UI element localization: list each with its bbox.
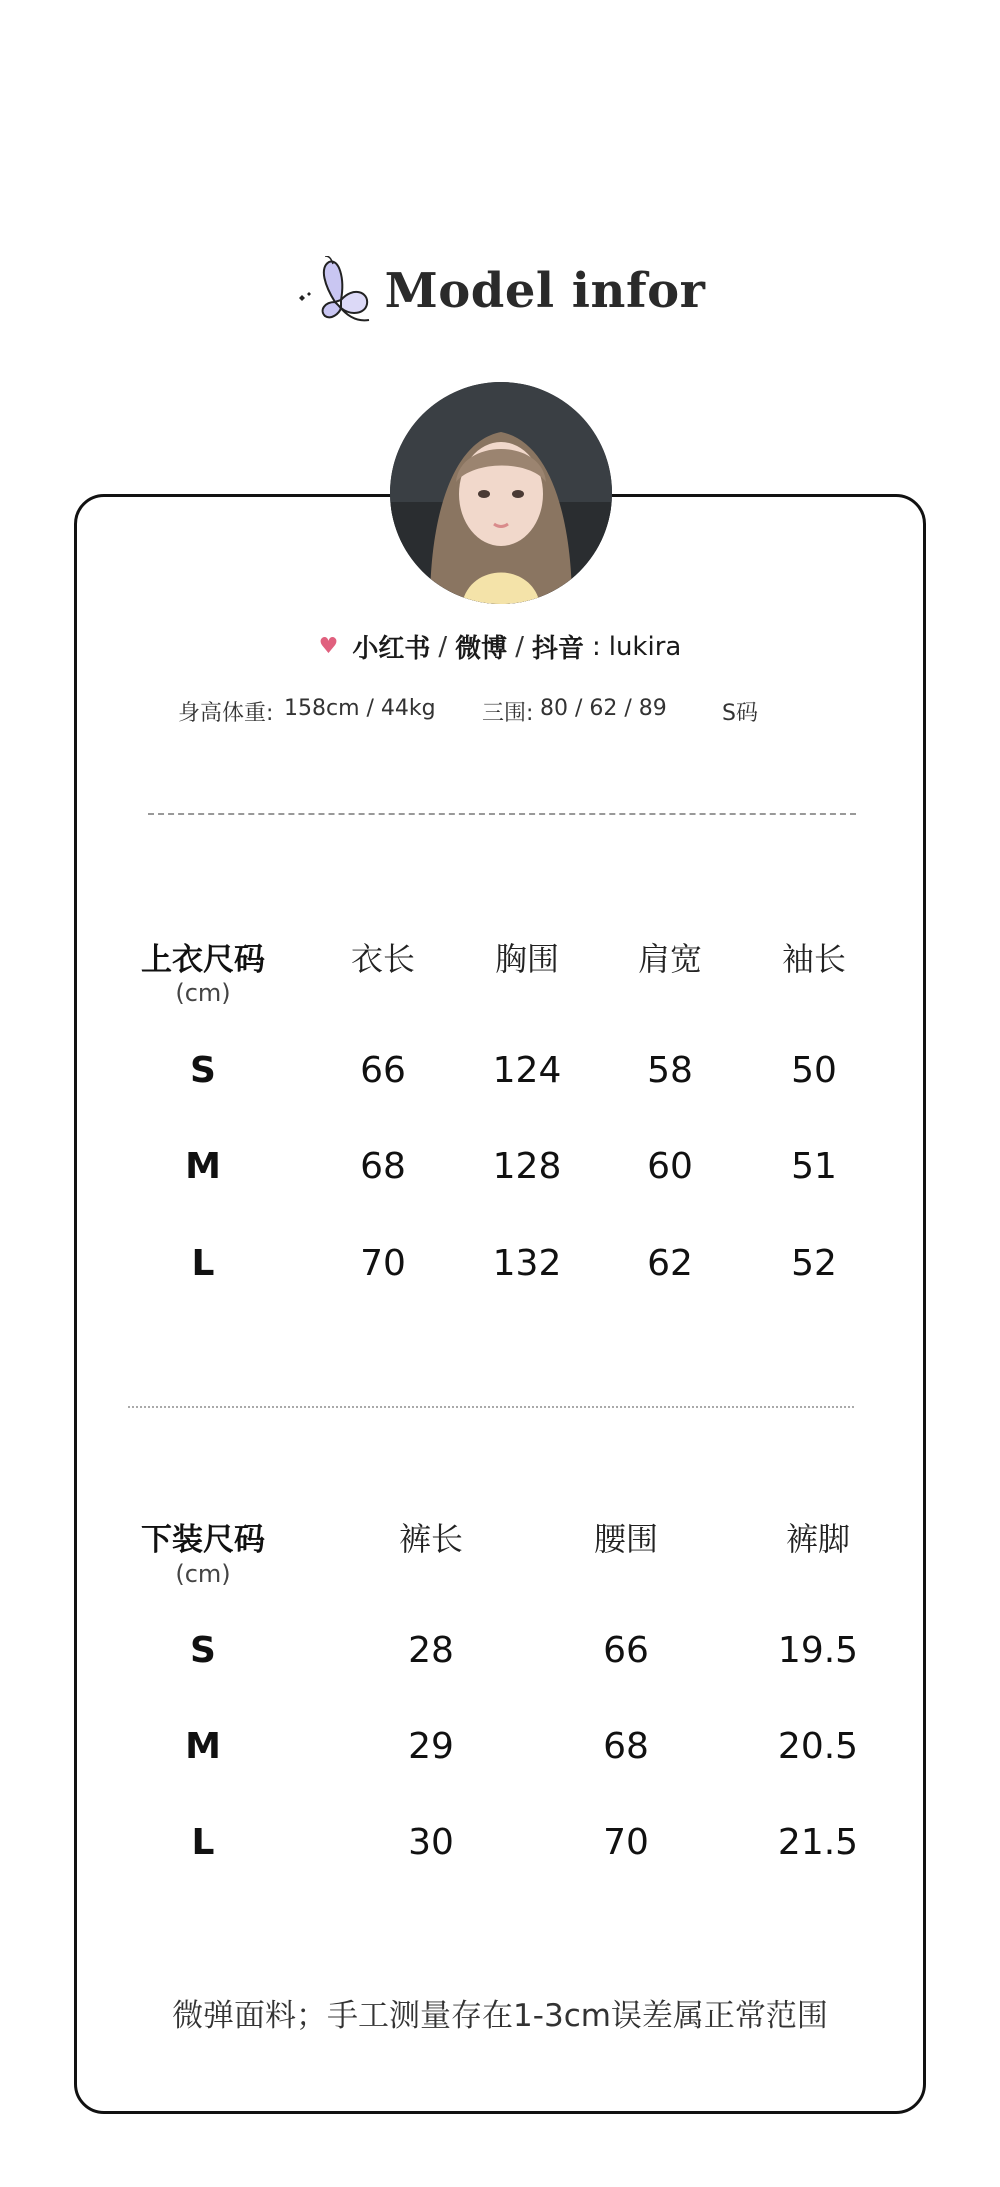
column-header: 腰围	[593, 1520, 659, 1558]
table-title: 上衣尺码	[141, 942, 265, 978]
table-cell: 66	[360, 1050, 406, 1091]
heart-icon: ♥	[318, 634, 339, 659]
height-weight-label: 身高体重:	[178, 701, 274, 726]
table-cell: 70	[603, 1822, 649, 1863]
column-header: 袖长	[781, 940, 847, 978]
social-handles	[0, 628, 1000, 665]
size-label: S	[190, 1630, 216, 1671]
platform-xiaohongshu: 小红书	[352, 634, 431, 664]
column-header: 衣长	[350, 940, 416, 978]
measurement-note: 微弹面料；手工测量存在1-3cm误差属正常范围	[172, 1998, 828, 2034]
column-header: 胸围	[494, 940, 560, 978]
info-card	[74, 494, 926, 2114]
username: lukira	[608, 631, 682, 662]
table-cell: 20.5	[777, 1726, 859, 1767]
height-weight-value: 158cm / 44kg	[284, 696, 436, 721]
table-cell: 50	[791, 1050, 837, 1091]
table-cell: 68	[360, 1146, 406, 1187]
table-cell: 58	[647, 1050, 693, 1091]
size-label: S	[190, 1050, 216, 1091]
table-cell: 128	[492, 1146, 562, 1187]
page-title: Model infor	[384, 263, 706, 319]
table-cell: 19.5	[777, 1630, 859, 1671]
table-cell: 66	[603, 1630, 649, 1671]
colon: :	[591, 631, 601, 662]
column-header: 裤脚	[785, 1520, 851, 1558]
table-cell: 28	[408, 1630, 454, 1671]
size-label: S码	[722, 701, 758, 726]
butterfly-icon	[295, 256, 375, 326]
platform-douyin: 抖音	[531, 634, 584, 664]
size-label: M	[185, 1726, 221, 1767]
table-cell: 21.5	[777, 1822, 859, 1863]
divider	[128, 1406, 854, 1408]
table-unit: (cm)	[175, 1560, 231, 1588]
column-header: 裤长	[398, 1520, 464, 1558]
size-label: L	[191, 1822, 215, 1863]
size-label: M	[185, 1146, 221, 1187]
size-label: L	[191, 1243, 215, 1284]
measurements-label: 三围:	[482, 701, 534, 726]
table-cell: 29	[408, 1726, 454, 1767]
separator: /	[438, 631, 448, 662]
model-avatar	[390, 382, 612, 604]
separator: /	[515, 631, 524, 662]
table-cell: 68	[603, 1726, 649, 1767]
table-title: 下装尺码	[141, 1522, 265, 1558]
table-cell: 70	[360, 1243, 406, 1284]
measurements-value: 80 / 62 / 89	[540, 696, 667, 721]
platform-weibo: 微博	[455, 634, 508, 664]
table-cell: 132	[492, 1243, 562, 1284]
column-header: 肩宽	[637, 940, 703, 978]
table-cell: 51	[791, 1146, 837, 1187]
table-cell: 52	[791, 1243, 837, 1284]
header	[0, 254, 1000, 328]
table-unit: (cm)	[175, 979, 231, 1007]
table-cell: 30	[408, 1822, 454, 1863]
divider	[148, 813, 856, 815]
table-cell: 62	[647, 1243, 693, 1284]
table-cell: 124	[492, 1050, 562, 1091]
table-cell: 60	[647, 1146, 693, 1187]
